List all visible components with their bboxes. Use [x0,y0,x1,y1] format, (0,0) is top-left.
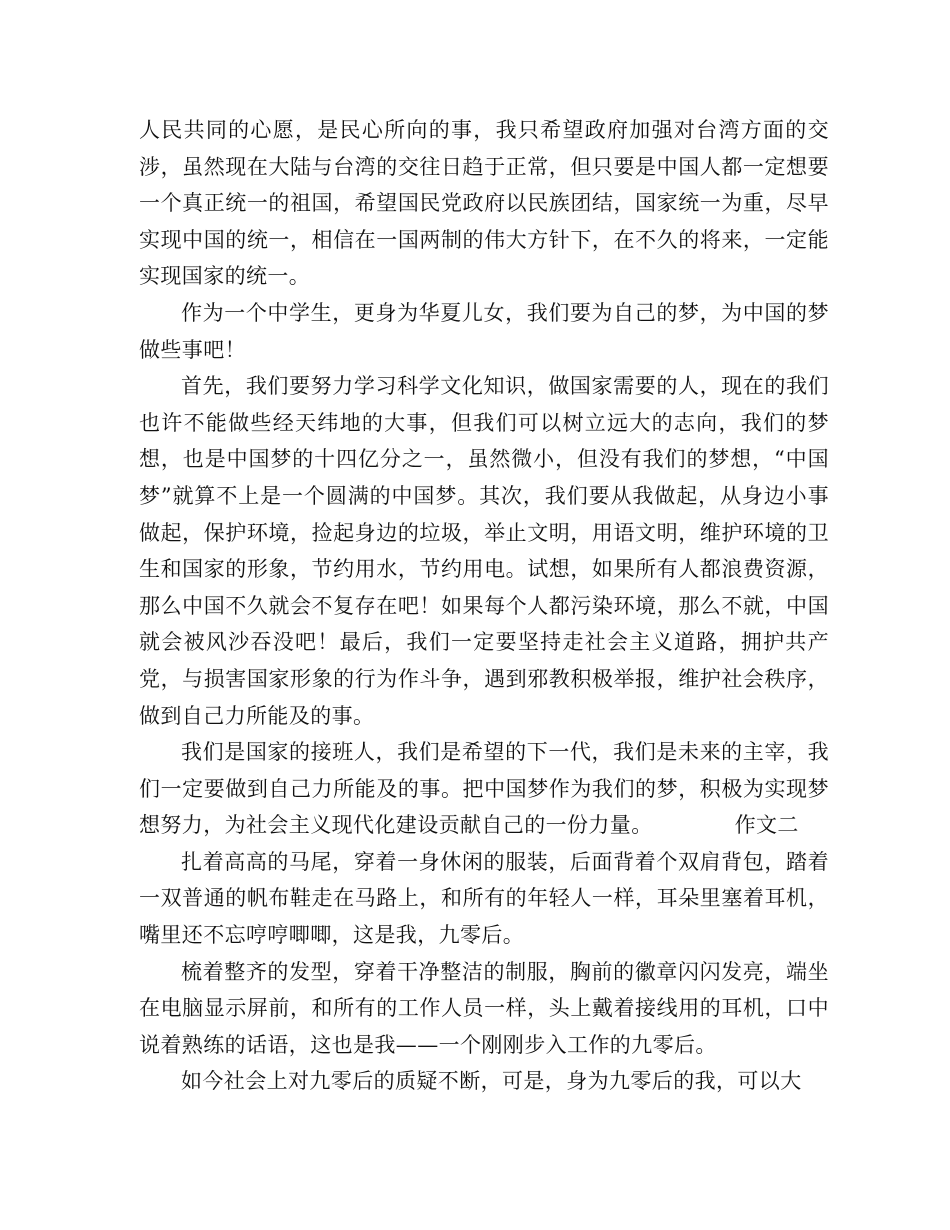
paragraph-4-text: 我们是国家的接班人，我们是希望的下一代，我们是未来的主宰，我们一定要做到自己力所能及的事。把中国梦作为我们的梦，积极为实现梦想努力，为社会主义现代化建设贡献自己的一份力量。 [139,740,829,838]
document-body [139,112,829,1100]
paragraph-7: 如今社会上对九零后的质疑不断，可是，身为九零后的我，可以大 [181,1069,802,1094]
paragraph-2: 作为一个中学生，更身为华夏儿女，我们要为自己的梦，为中国的梦做些事吧！ [139,300,829,362]
paragraph-3: 首先，我们要努力学习科学文化知识，做国家需要的人，现在的我们也许不能做些经天纬地的大事，但我们可以树立远大的志向，我们的梦想，也是中国梦的十四亿分之一，虽然微小，但没有我们的梦想，“中国梦”就算不上是一个圆满的中国梦。其次，我们要从我做起，从身边小事做起，保护环境，捡起身边的垃圾，举止文明，用语文明，维护环境的卫生和国家的形象，节约用水，节约用电。试想，如果所有人都浪费资源，那么中国不久就会不复存在吧！如果每个人都污染环境，那么不就，中国就会被风沙吞没吧！最后，我们一定要坚持走社会主义道路，拥护共产党，与损害国家形象的行为作斗争，遇到邪教积极举报，维护社会秩序，做到自己力所能及的事。 [139,374,829,728]
paragraph-4 [139,734,829,844]
essay-two-heading: 作文二 [734,813,799,838]
paragraph-1: 人民共同的心愿，是民心所向的事，我只希望政府加强对台湾方面的交涉，虽然现在大陆与台湾的交往日趋于正常，但只要是中国人都一定想要一个真正统一的祖国，希望国民党政府以民族团结，国家统一为重，尽早实现中国的统一，相信在一国两制的伟大方针下，在不久的将来，一定能实现国家的统一。 [139,118,829,289]
paragraph-5: 扎着高高的马尾，穿着一身休闲的服装，后面背着个双肩背包，踏着一双普通的帆布鞋走在马路上，和所有的年轻人一样，耳朵里塞着耳机，嘴里还不忘哼哼唧唧，这是我，九零后。 [139,849,829,948]
paragraph-6: 梳着整齐的发型，穿着干净整洁的制服，胸前的徽章闪闪发亮，端坐在电脑显示屏前，和所有的工作人员一样，头上戴着接线用的耳机，口中说着熟练的话语，这也是我——一个刚刚步入工作的九零后。 [139,959,829,1057]
